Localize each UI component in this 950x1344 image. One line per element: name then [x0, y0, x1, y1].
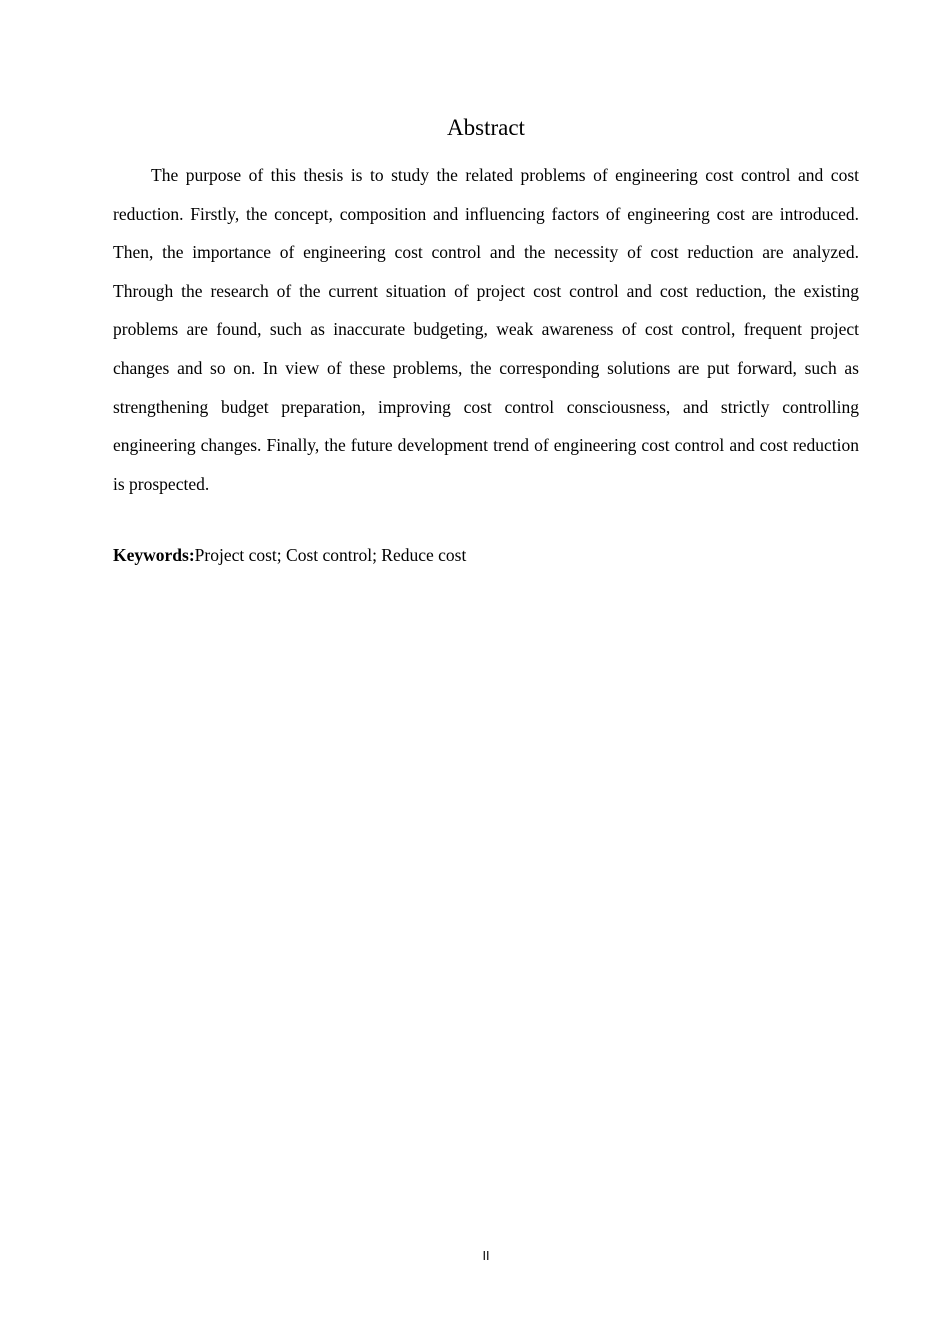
keywords-line [113, 540, 859, 570]
page-number: II [482, 1249, 490, 1263]
keywords-label: Keywords: [113, 545, 195, 565]
keywords-value: Project cost; Cost control; Reduce cost [194, 545, 467, 565]
abstract-paragraph: The purpose of this thesis is to study the related problems of engineering cost control and cost reduction. Firstly, the concept, composition and influencing factors of engineering cost are introduced. Then, the importance of engineering cost control and the necessity of cost reduction are analyzed. Through the research of the current situation of project cost control and cost reduction, the existing problems are found, such as inaccurate budgeting, weak awareness of cost control, frequent project changes and so on. In view of these problems, the corresponding solutions are put forward, such as strengthening budget preparation, improving cost control consciousness, and strictly controlling engineering changes. Finally, the future development trend of engineering cost control and cost reduction is prospected. [113, 165, 859, 494]
abstract-heading: Abstract [447, 115, 525, 140]
